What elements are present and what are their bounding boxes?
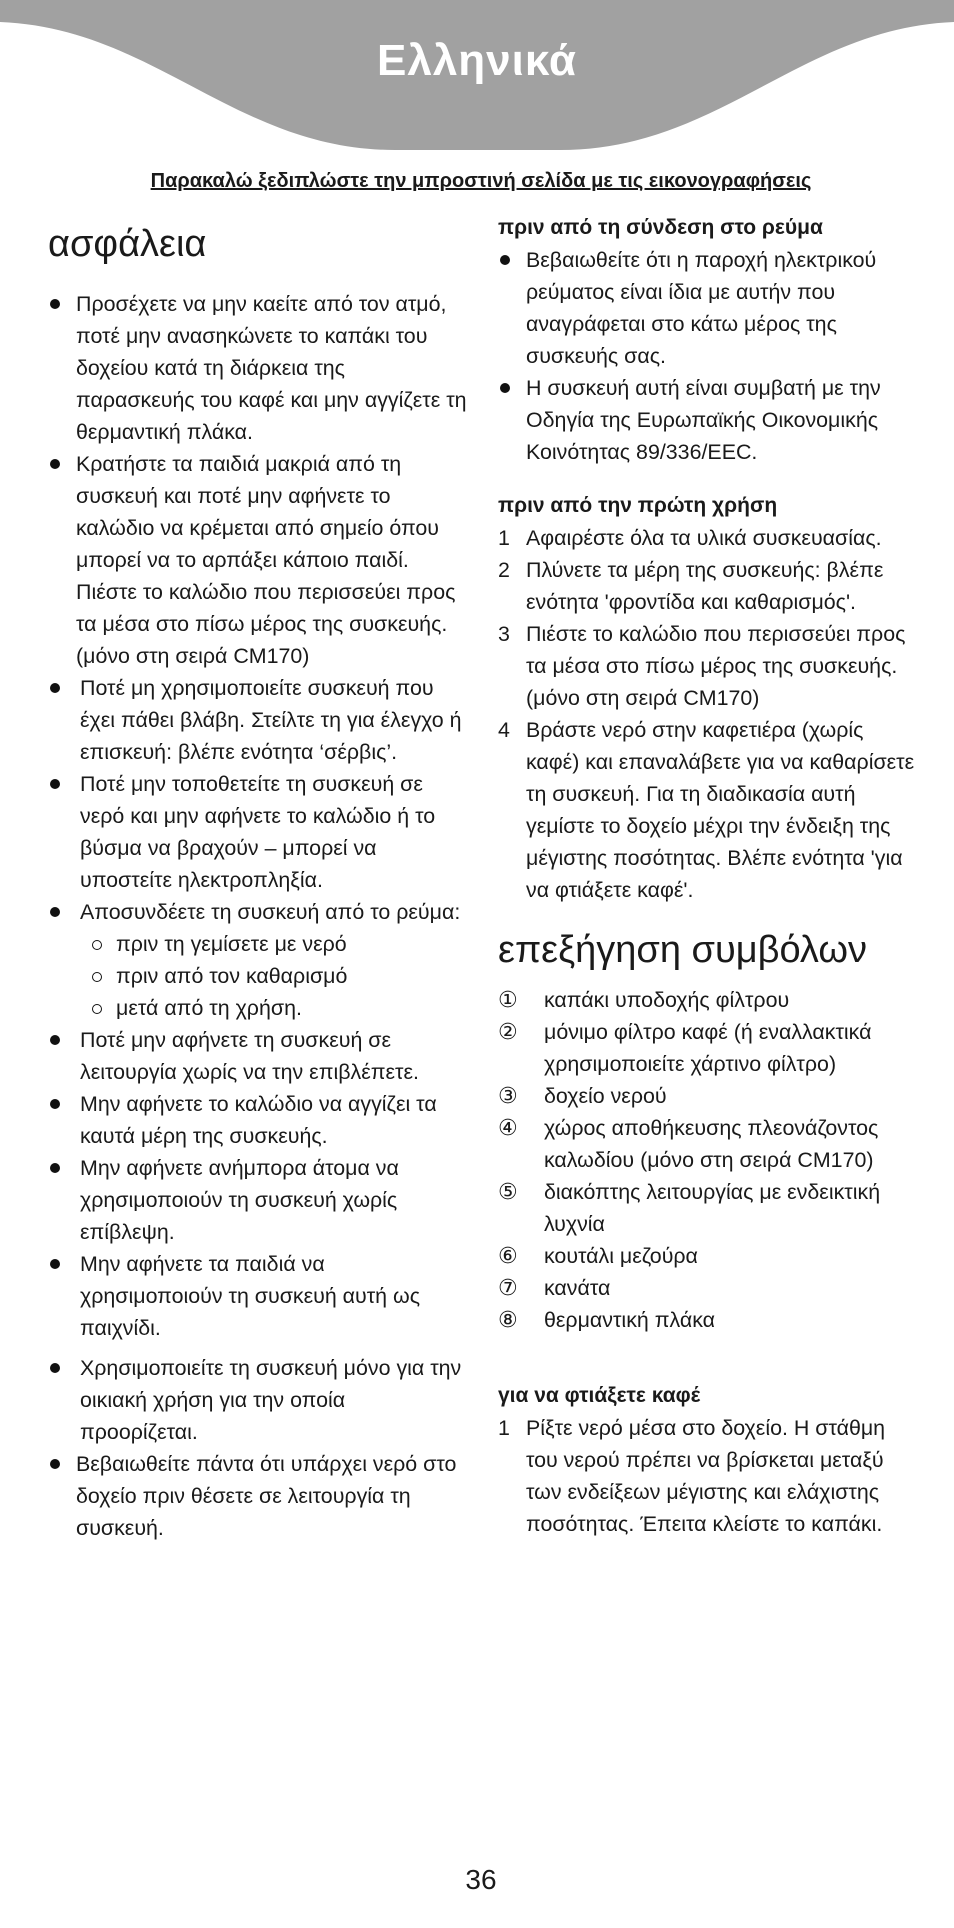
before-plugging-item: Η συσκευή αυτή είναι συμβατή με την Οδηγία της Ευρωπαϊκής Οικονομικής Κοινότητας 89/336/EEC. [498,372,918,468]
spacer [498,468,918,490]
spacer [498,1358,918,1380]
circled-number-2-icon: ② [498,1019,518,1044]
unplug-subitem: πριν τη γεμίσετε με νερό [80,928,468,960]
step-text: Αφαιρέστε όλα τα υλικά συσκευασίας. [526,526,882,550]
left-column [48,212,468,1544]
step-text: Πιέστε το καλώδιο που περισσεύει προς τα μέσα στο πίσω μέρος της συσκευής. (μόνο στη σειρά CM170) [526,622,906,710]
symbol-item [498,1304,918,1336]
make-coffee-heading: για να φτιάξετε καφέ [498,1384,701,1407]
symbol-item [498,1080,918,1112]
step-item [498,554,918,618]
language-title: Ελληνικά [377,36,577,85]
step-number: 3 [498,622,510,646]
before-plugging-item: Βεβαιωθείτε ότι η παροχή ηλεκτρικού ρεύματος είναι ίδια με αυτήν που αναγράφεται στο κάτω μέρος της συσκευής σας. [498,244,918,372]
symbol-text: κανάτα [544,1276,611,1300]
symbol-item [498,984,918,1016]
safety-item: Ποτέ μη χρησιμοποιείτε συσκευή που έχει πάθει βλάβη. Στείλτε τη για έλεγχο ή επισκευή: βλέπε ενότητα ‘σέρβις’. [48,672,468,768]
step-item [498,714,918,906]
circled-number-8-icon: ⑧ [498,1307,518,1332]
symbol-item [498,1016,918,1080]
safety-item: Ποτέ μην τοποθετείτε τη συσκευή σε νερό και μην αφήνετε το καλώδιο ή το βύσμα να βραχούν – μπορεί να υποστείτε ηλεκτροπληξία. [48,768,468,896]
safety-item: Προσέχετε να μην καείτε από τον ατμό, ποτέ μην ανασηκώνετε το καπάκι του δοχείου κατά τη διάρκεια της παρασκευής του καφέ και μην αγγίζετε τη θερμαντική πλάκα. [48,288,468,448]
circled-number-4-icon: ④ [498,1115,518,1140]
safety-item: Ποτέ μην αφήνετε τη συσκευή σε λειτουργία χωρίς να την επιβλέπετε. [48,1024,468,1088]
safety-item-text: Αποσυνδέετε τη συσκευή από το ρεύμα: [80,900,461,924]
symbol-item [498,1112,918,1176]
step-text: Πλύνετε τα μέρη της συσκευής: βλέπε ενότητα 'φροντίδα και καθαρισμός'. [526,558,884,614]
step-item [498,618,918,714]
safety-item-unplug [48,896,468,1024]
make-coffee-steps [498,1412,918,1540]
symbol-text: χώρος αποθήκευσης πλεονάζοντος καλωδίου (μόνο στη σειρά CM170) [544,1116,879,1172]
symbol-text: μόνιμο φίλτρο καφέ (ή εναλλακτικά χρησιμοποιείτε χάρτινο φίλτρο) [544,1020,872,1076]
symbol-item [498,1176,918,1240]
circled-number-6-icon: ⑥ [498,1243,518,1268]
before-first-use-steps [498,522,918,906]
before-plugging-list [498,244,918,468]
step-number: 2 [498,558,510,582]
symbols-heading: επεξήγηση συμβόλων [498,929,868,971]
safety-heading: ασφάλεια [48,223,207,265]
right-column [498,212,918,1540]
circled-number-7-icon: ⑦ [498,1275,518,1300]
step-item [498,522,918,554]
safety-list [48,288,468,1544]
circled-number-3-icon: ③ [498,1083,518,1108]
symbol-text: κουτάλι μεζούρα [544,1244,698,1268]
circled-number-1-icon: ① [498,987,518,1012]
before-plugging-heading: πριν από τη σύνδεση στο ρεύμα [498,216,823,239]
before-first-use-heading: πριν από την πρώτη χρήση [498,494,778,517]
step-number: 1 [498,1416,510,1440]
safety-item: Μην αφήνετε τα παιδιά να χρησιμοποιούν τη συσκευή αυτή ως παιχνίδι. [48,1248,468,1344]
symbol-text: δοχείο νερού [544,1084,667,1108]
circled-number-5-icon: ⑤ [498,1179,518,1204]
safety-item: Μην αφήνετε ανήμπορα άτομα να χρησιμοποιούν τη συσκευή χωρίς επίβλεψη. [48,1152,468,1248]
symbol-item [498,1272,918,1304]
symbol-text: διακόπτης λειτουργίας με ενδεικτική λυχνία [544,1180,881,1236]
page-number: 36 [465,1864,497,1895]
step-number: 1 [498,526,510,550]
step-number: 4 [498,718,510,742]
unfold-instruction: Παρακαλώ ξεδιπλώστε την μπροστινή σελίδα με τις εικονογραφήσεις [150,170,812,192]
symbol-text: θερμαντική πλάκα [544,1308,716,1332]
safety-item: Μην αφήνετε το καλώδιο να αγγίζει τα καυτά μέρη της συσκευής. [48,1088,468,1152]
symbol-text: καπάκι υποδοχής φίλτρου [544,988,790,1012]
step-item [498,1412,918,1540]
unplug-subitem: πριν από τον καθαρισμό [80,960,468,992]
safety-item: Χρησιμοποιείτε τη συσκευή μόνο για την οικιακή χρήση για την οποία προορίζεται. [48,1352,468,1448]
unplug-sublist [80,928,468,1024]
unplug-subitem: μετά από τη χρήση. [80,992,468,1024]
spacer [498,1336,918,1358]
step-text: Βράστε νερό στην καφετιέρα (χωρίς καφέ) και επαναλάβετε για να καθαρίσετε τη συσκευή. Για τη διαδικασία αυτή γεμίστε το δοχείο μέχρι την ένδειξη της μέγιστης ποσότητας. Βλέπε ενότητα 'για να φτιάξετε καφέ'. [526,718,915,902]
safety-item: Κρατήστε τα παιδιά μακριά από τη συσκευή και ποτέ μην αφήνετε το καλώδιο να κρέμεται από σημείο όπου μπορεί να το αρπάξει κάποιο παιδί. Πιέστε το καλώδιο που περισσεύει προς τα μέσα στο πίσω μέρος της συσκευής. (μόνο στη σειρά CM170) [48,448,468,672]
symbols-list [498,984,918,1336]
step-text: Ρίξτε νερό μέσα στο δοχείο. Η στάθμη του νερού πρέπει να βρίσκεται μεταξύ των ενδείξεων μέγιστης και ελάχιστης ποσότητας. Έπειτα κλείστε το καπάκι. [526,1416,886,1536]
symbol-item [498,1240,918,1272]
safety-item: Βεβαιωθείτε πάντα ότι υπάρχει νερό στο δοχείο πριν θέσετε σε λειτουργία τη συσκευή. [48,1448,468,1544]
